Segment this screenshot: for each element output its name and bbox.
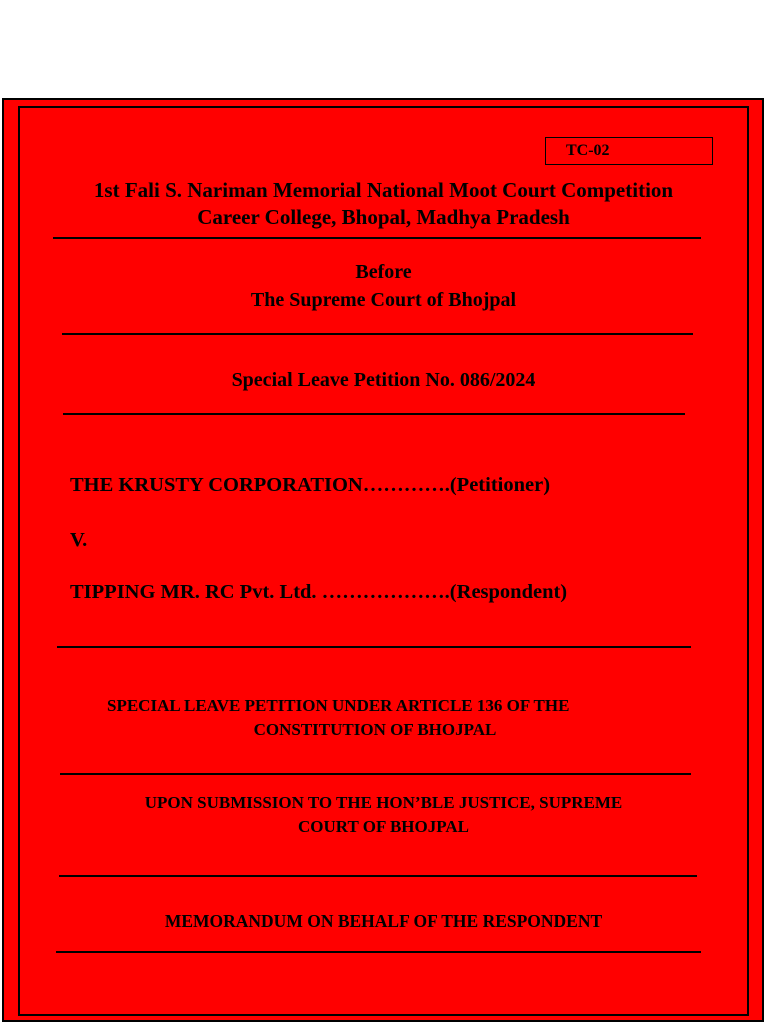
petitioner: THE KRUSTY CORPORATION………….(Petitioner): [70, 474, 551, 496]
divider-3: [63, 413, 685, 415]
divider-7: [56, 951, 701, 953]
submission-line2: COURT OF BHOJPAL: [298, 817, 469, 836]
court-before: Before: [355, 261, 412, 283]
petition-type: [20, 694, 747, 742]
competition-venue: Career College, Bhopal, Madhya Pradesh: [197, 205, 570, 229]
memorandum-title: MEMORANDUM ON BEHALF OF THE RESPONDENT: [164, 911, 603, 931]
divider-4: [57, 646, 691, 648]
petition-type-line1: SPECIAL LEAVE PETITION UNDER ARTICLE 136 OF THE: [107, 696, 570, 715]
submission-line1: UPON SUBMISSION TO THE HON’BLE JUSTICE, SUPREME: [144, 793, 623, 812]
inner-border: [18, 106, 749, 1016]
court-name: The Supreme Court of Bhojpal: [250, 289, 517, 311]
divider-5: [60, 773, 691, 775]
court-heading: [20, 258, 747, 314]
divider-6: [59, 875, 697, 877]
case-number: Special Leave Petition No. 086/2024: [231, 369, 536, 391]
team-code-box: [545, 137, 713, 165]
divider-2: [62, 333, 693, 335]
competition-heading: [20, 177, 747, 231]
divider-1: [53, 237, 701, 239]
versus: V.: [70, 529, 88, 551]
petition-type-line2: CONSTITUTION OF BHOJPAL: [253, 720, 497, 739]
respondent: TIPPING MR. RC Pvt. Ltd. ……………….(Respondent): [70, 581, 568, 603]
team-code: TC-02: [566, 142, 610, 159]
competition-title: 1st Fali S. Nariman Memorial National Moot Court Competition: [93, 178, 674, 202]
submission: [20, 791, 747, 839]
